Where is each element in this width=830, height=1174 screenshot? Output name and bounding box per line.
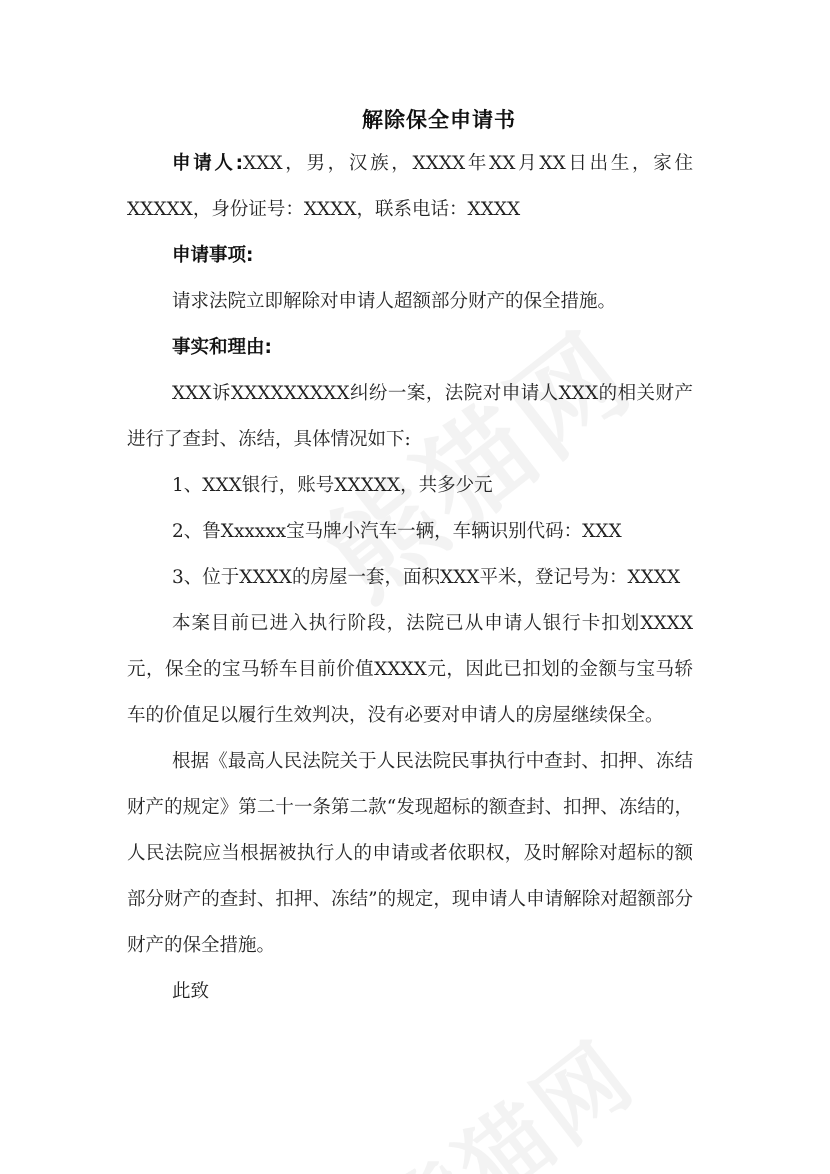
facts-label: 事实和理由: [172,337,272,358]
document-body [127,141,693,1015]
request-heading [127,233,693,279]
applicant-info: XXX，男，汉族，XXXX年XX月XX日出生，家住XXXXX，身份证号：XXXX，联系电话：XXXX [127,153,693,220]
list-item: 3、位于XXXX的房屋一套，面积XXX平米，登记号为：XXXX [172,567,681,588]
facts-intro: XXX诉XXXXXXXXX纠纷一案，法院对申请人XXX的相关财产进行了查封、冻结，具体情况如下: [127,383,693,450]
list-item: 2、鲁Xxxxxx宝马牌小汽车一辆，车辆识别代码：XXX [172,521,622,542]
facts-heading [127,325,693,371]
watermark-bottom [351,1005,658,1174]
applicant-label: 申请人: [172,153,244,174]
request-label: 申请事项: [172,245,254,266]
list-item: 1、XXX银行，账号XXXXX，共多少元 [172,475,493,496]
legal-basis-paragraph: 根据《最高人民法院关于人民法院民事执行中查封、扣押、冻结财产的规定》第二十一条第二款“发现超标的额查封、扣押、冻结的，人民法院应当根据被执行人的申请或者依职权，及时解除对超标的额部分财产的查封、扣押、冻结”的规定，现申请人申请解除对超额部分财产的保全措施。 [127,751,693,956]
document-title: 解除保全申请书 [362,108,516,132]
closing-text: 此致 [172,981,210,1002]
execution-paragraph: 本案目前已进入执行阶段，法院已从申请人银行卡扣划XXXX元，保全的宝马轿车目前价值XXXX元，因此已扣划的金额与宝马轿车的价值足以履行生效判决，没有必要对申请人的房屋继续保全。 [127,613,693,726]
request-text: 请求法院立即解除对申请人超额部分财产的保全措施。 [172,291,617,312]
applicant-paragraph [127,141,693,233]
